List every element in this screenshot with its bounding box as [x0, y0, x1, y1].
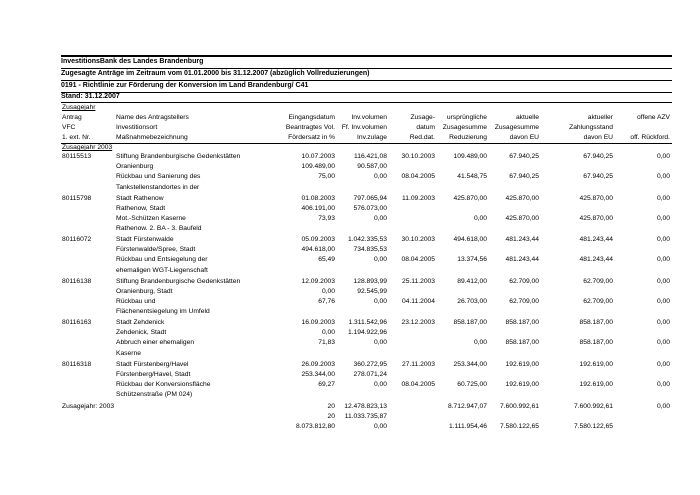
record-name: Stadt Fürstenwalde — [116, 236, 174, 243]
record-beantragt: 253.344,00 — [301, 370, 335, 378]
record-akt-eu: 858.187,00 — [505, 339, 539, 347]
record-zahl: 192.619,00 — [579, 360, 613, 368]
record-zahl-eu: 425.870,00 — [579, 214, 613, 222]
col-zahl-h3: davon EU — [583, 134, 613, 141]
record-ffinv: 90.587,00 — [357, 163, 387, 171]
totals-urspr: 8.712.947,07 — [447, 403, 487, 410]
record-massnahme-2: Tankstellenstandortes in der — [116, 183, 200, 191]
record-inv: 1.311.542,96 — [348, 319, 387, 326]
col-akt-h3: davon EU — [509, 134, 539, 141]
record-urspr: 253.344,00 — [453, 360, 487, 368]
col-urspr-h3: Reduzierung — [449, 134, 487, 141]
record-ort: Fürstenwalde/Spree, Stadt — [116, 246, 196, 254]
report-bank-name: InvestitionsBank des Landes Brandenburg — [61, 58, 204, 65]
record-zahl-eu: 192.619,00 — [579, 380, 613, 388]
record-zahl: 67.940,25 — [583, 153, 613, 160]
record-rueck: 0,00 — [656, 256, 670, 264]
record-foerdersatz: 65,49 — [318, 256, 335, 264]
record-zahl: 62.709,00 — [583, 277, 613, 285]
record-akt-eu: 481.243,44 — [505, 256, 539, 264]
col-zusage-h2: datum — [416, 124, 435, 131]
record-zulage: 0,00 — [373, 214, 387, 222]
record-azv: 0,00 — [656, 153, 670, 160]
record-zahl-eu: 62.709,00 — [583, 297, 613, 305]
col-name-h2: Investitionsort — [116, 124, 158, 131]
col-zusage-h3: Red.dat. — [409, 134, 435, 141]
totals-reduz: 1.111.954,46 — [448, 423, 487, 430]
record-foerdersatz: 67,76 — [318, 297, 335, 305]
record-akt: 67.940,25 — [509, 153, 539, 160]
record-rueck: 0,00 — [656, 214, 670, 222]
record-zusage: 23.12.2003 — [401, 319, 435, 326]
col-akt-h2: Zusagesumme — [494, 124, 539, 131]
record-ffinv: 1.194.922,96 — [347, 329, 387, 337]
record-akt-eu: 425.870,00 — [505, 214, 539, 222]
col-antrag-h2: VFC — [62, 124, 76, 131]
col-name-h1: Name des Antragstellers — [116, 114, 189, 121]
header-rule — [61, 143, 672, 144]
record-red-dat: 08.04.2005 — [401, 173, 435, 181]
col-azv-h1: offene AZV — [637, 114, 670, 121]
record-akt: 192.619,00 — [505, 360, 539, 368]
totals-inv: 12.478.823,13 — [344, 403, 387, 410]
record-urspr: 858.187,00 — [453, 319, 487, 326]
record-massnahme-2: Schützenstraße (PM 024) — [116, 391, 193, 399]
record-zahl-eu: 858.187,00 — [579, 339, 613, 347]
record-reduz: 60.725,00 — [457, 380, 487, 388]
record-zulage: 0,00 — [373, 380, 387, 388]
record-ffinv: 278.071,24 — [353, 370, 387, 378]
record-massnahme-2: ehemaligen WGT-Liegenschaft — [116, 266, 208, 274]
record-akt: 481.243,44 — [505, 236, 539, 243]
totals-ffinv: 11.033.735,87 — [344, 413, 387, 420]
record-rueck: 0,00 — [656, 297, 670, 305]
record-name: Stiftung Brandenburgische Gedenkstätten — [116, 277, 241, 285]
record-zahl: 425.870,00 — [579, 194, 613, 202]
record-eingang: 01.08.2003 — [301, 194, 335, 202]
record-reduz: 0,00 — [473, 214, 487, 222]
rule-4 — [61, 102, 672, 103]
col-antrag-h1: Antrag — [62, 114, 82, 121]
record-urspr: 109.489,00 — [453, 153, 487, 160]
col-urspr-h1: ursprüngliche — [446, 114, 487, 121]
record-ort: Zehdenick, Stadt — [116, 329, 167, 337]
col-eingang-h3: Fördersatz in % — [288, 134, 335, 141]
record-inv: 116.421,08 — [354, 153, 387, 160]
record-foerdersatz: 69,27 — [318, 380, 335, 388]
record-azv: 0,00 — [656, 194, 670, 202]
totals-zahl-eu: 7.580.122,65 — [573, 423, 613, 430]
record-inv: 797.065,94 — [353, 194, 387, 202]
group-label: Zusagejahr — [62, 104, 96, 111]
record-rueck: 0,00 — [656, 339, 670, 347]
record-urspr: 494.618,00 — [453, 236, 487, 243]
col-inv-h3: Inv.zulage — [357, 134, 387, 141]
record-red-dat: 04.11.2004 — [402, 297, 435, 305]
report-program: 0191 - Richtlinie zur Förderung der Konversion im Land Brandenburg/ C41 — [61, 82, 309, 89]
record-ffinv: 734.835,53 — [353, 246, 387, 254]
record-akt-eu: 192.619,00 — [505, 380, 539, 388]
totals-zulage: 0,00 — [373, 423, 387, 430]
rule-1 — [61, 68, 672, 69]
record-zulage: 0,00 — [373, 256, 387, 264]
record-zulage: 0,00 — [373, 339, 387, 347]
record-akt: 62.709,00 — [509, 277, 539, 285]
totals-azv: 0,00 — [656, 403, 670, 410]
record-zusage: 30.10.2003 — [401, 236, 435, 243]
totals-akt: 7.600.992,61 — [499, 403, 539, 410]
record-red-dat: 08.04.2005 — [401, 256, 435, 264]
record-foerdersatz: 73,93 — [318, 214, 335, 222]
record-azv: 0,00 — [656, 319, 670, 326]
record-massnahme-2: Flächenentsiegelung im Umfeld — [116, 308, 210, 316]
record-zulage: 0,00 — [373, 297, 387, 305]
record-massnahme-1: Rückbau der Konversionsfläche — [116, 380, 211, 388]
col-name-h3: Maßnahmebezeichnung — [116, 134, 188, 141]
col-inv-h1: Inv.volumen — [351, 114, 387, 121]
col-azv-h3: off. Rückford. — [630, 134, 670, 141]
record-name: Stadt Fürstenberg/Havel — [116, 360, 189, 368]
record-ort: Fürstenberg/Havel, Stadt — [116, 370, 191, 378]
record-zahl-eu: 481.243,44 — [579, 256, 613, 264]
record-foerdersatz: 71,83 — [318, 339, 335, 347]
record-zusage: 25.11.2003 — [402, 277, 435, 285]
record-reduz: 41.548,75 — [457, 173, 487, 181]
record-ffinv: 92.545,99 — [357, 287, 387, 295]
record-antrag: 80115513 — [62, 153, 92, 160]
col-eingang-h1: Eingangsdatum — [288, 114, 335, 121]
record-reduz: 0,00 — [473, 339, 487, 347]
record-zusage: 30.10.2003 — [401, 153, 435, 160]
record-ffinv: 576.073,00 — [353, 204, 387, 212]
record-urspr: 425.870,00 — [453, 194, 487, 202]
record-inv: 1.042.335,53 — [347, 236, 387, 243]
record-azv: 0,00 — [656, 277, 670, 285]
record-akt: 425.870,00 — [505, 194, 539, 202]
col-zahl-h1: aktueller — [587, 114, 613, 121]
record-beantragt: 0,00 — [321, 329, 335, 337]
record-zusage: 27.11.2003 — [402, 360, 435, 368]
record-akt-eu: 67.940,25 — [509, 173, 539, 181]
record-akt-eu: 62.709,00 — [509, 297, 539, 305]
totals-count-2: 20 — [327, 413, 335, 420]
record-eingang: 05.09.2003 — [301, 236, 335, 243]
record-name: Stadt Rathenow — [116, 194, 164, 202]
record-name: Stiftung Brandenburgische Gedenkstätten — [116, 153, 241, 160]
record-eingang: 10.07.2003 — [301, 153, 335, 160]
totals-akt-eu: 7.580.122,65 — [499, 423, 539, 430]
record-zulage: 0,00 — [373, 173, 387, 181]
totals-beantragt: 8.073.812,80 — [295, 423, 335, 430]
record-massnahme-1: Rückbau und Entsiegelung der — [116, 256, 208, 264]
record-massnahme-1: Mot.-Schützen Kaserne — [116, 214, 186, 222]
col-urspr-h2: Zusagesumme — [442, 124, 487, 131]
record-zahl: 481.243,44 — [579, 236, 613, 243]
record-urspr: 89.412,00 — [457, 277, 487, 285]
record-ort: Rathenow, Stadt — [116, 204, 166, 212]
record-foerdersatz: 75,00 — [318, 173, 335, 181]
record-zahl-eu: 67.940,25 — [583, 173, 613, 181]
record-antrag: 80116072 — [62, 236, 92, 243]
col-antrag-h3: 1. ext. Nr. — [62, 134, 91, 141]
record-azv: 0,00 — [656, 360, 670, 368]
record-beantragt: 109.489,00 — [301, 163, 335, 171]
record-massnahme-2: Kaserne — [116, 349, 141, 357]
record-reduz: 26.703,00 — [457, 297, 487, 305]
record-antrag: 80115798 — [62, 194, 92, 202]
record-inv: 128.893,99 — [353, 277, 387, 285]
record-rueck: 0,00 — [656, 380, 670, 388]
record-antrag: 80116138 — [62, 277, 92, 285]
record-massnahme-1: Rückbau und — [116, 297, 156, 305]
col-eingang-h2: Beantragtes Vol. — [285, 124, 335, 131]
record-massnahme-2: Rathenow. 2. BA - 3. Baufeld — [116, 225, 202, 233]
totals-count-1: 20 — [327, 403, 335, 410]
record-ort: Oranienburg — [116, 163, 154, 171]
record-eingang: 12.09.2003 — [301, 277, 335, 285]
record-red-dat: 08.04.2005 — [401, 380, 435, 388]
report-title: Zugesagte Anträge im Zeitraum vom 01.01.2000 bis 31.12.2007 (abzüglich Vollreduzierungen) — [61, 70, 370, 77]
record-beantragt: 494.618,00 — [301, 246, 335, 254]
record-zusage: 11.09.2003 — [402, 194, 435, 202]
record-beantragt: 406.191,00 — [301, 204, 335, 212]
top-rule — [61, 55, 672, 57]
col-zahl-h2: Zahlungsstand — [569, 124, 613, 131]
col-inv-h2: Ff. Inv.volumen — [341, 124, 387, 131]
record-rueck: 0,00 — [656, 173, 670, 181]
record-inv: 360.272,95 — [353, 360, 387, 368]
record-beantragt: 0,00 — [321, 287, 335, 295]
record-azv: 0,00 — [656, 236, 670, 243]
record-antrag: 80116318 — [62, 360, 92, 368]
rule-2 — [61, 80, 672, 81]
record-antrag: 80116163 — [62, 319, 92, 326]
totals-label: Zusagejahr: 2003 — [62, 403, 115, 410]
record-zahl: 858.187,00 — [579, 319, 613, 326]
col-akt-h1: aktuelle — [515, 114, 539, 121]
report-stand: Stand: 31.12.2007 — [61, 93, 120, 100]
record-name: Stadt Zehdenick — [116, 319, 165, 326]
record-massnahme-1: Abbruch einer ehemaligen — [116, 339, 195, 347]
record-ort: Oranienburg, Stadt — [116, 287, 173, 295]
record-massnahme-1: Rückbau und Sanierung des — [116, 173, 201, 181]
record-eingang: 26.09.2003 — [301, 360, 335, 368]
record-akt: 858.187,00 — [505, 319, 539, 326]
record-eingang: 16.09.2003 — [301, 319, 335, 326]
year-label: Zusagejahr 2003 — [62, 144, 113, 151]
record-reduz: 13.374,56 — [457, 256, 487, 264]
col-zusage-h1: Zusage- — [410, 114, 435, 121]
totals-zahl: 7.600.992,61 — [573, 403, 613, 410]
